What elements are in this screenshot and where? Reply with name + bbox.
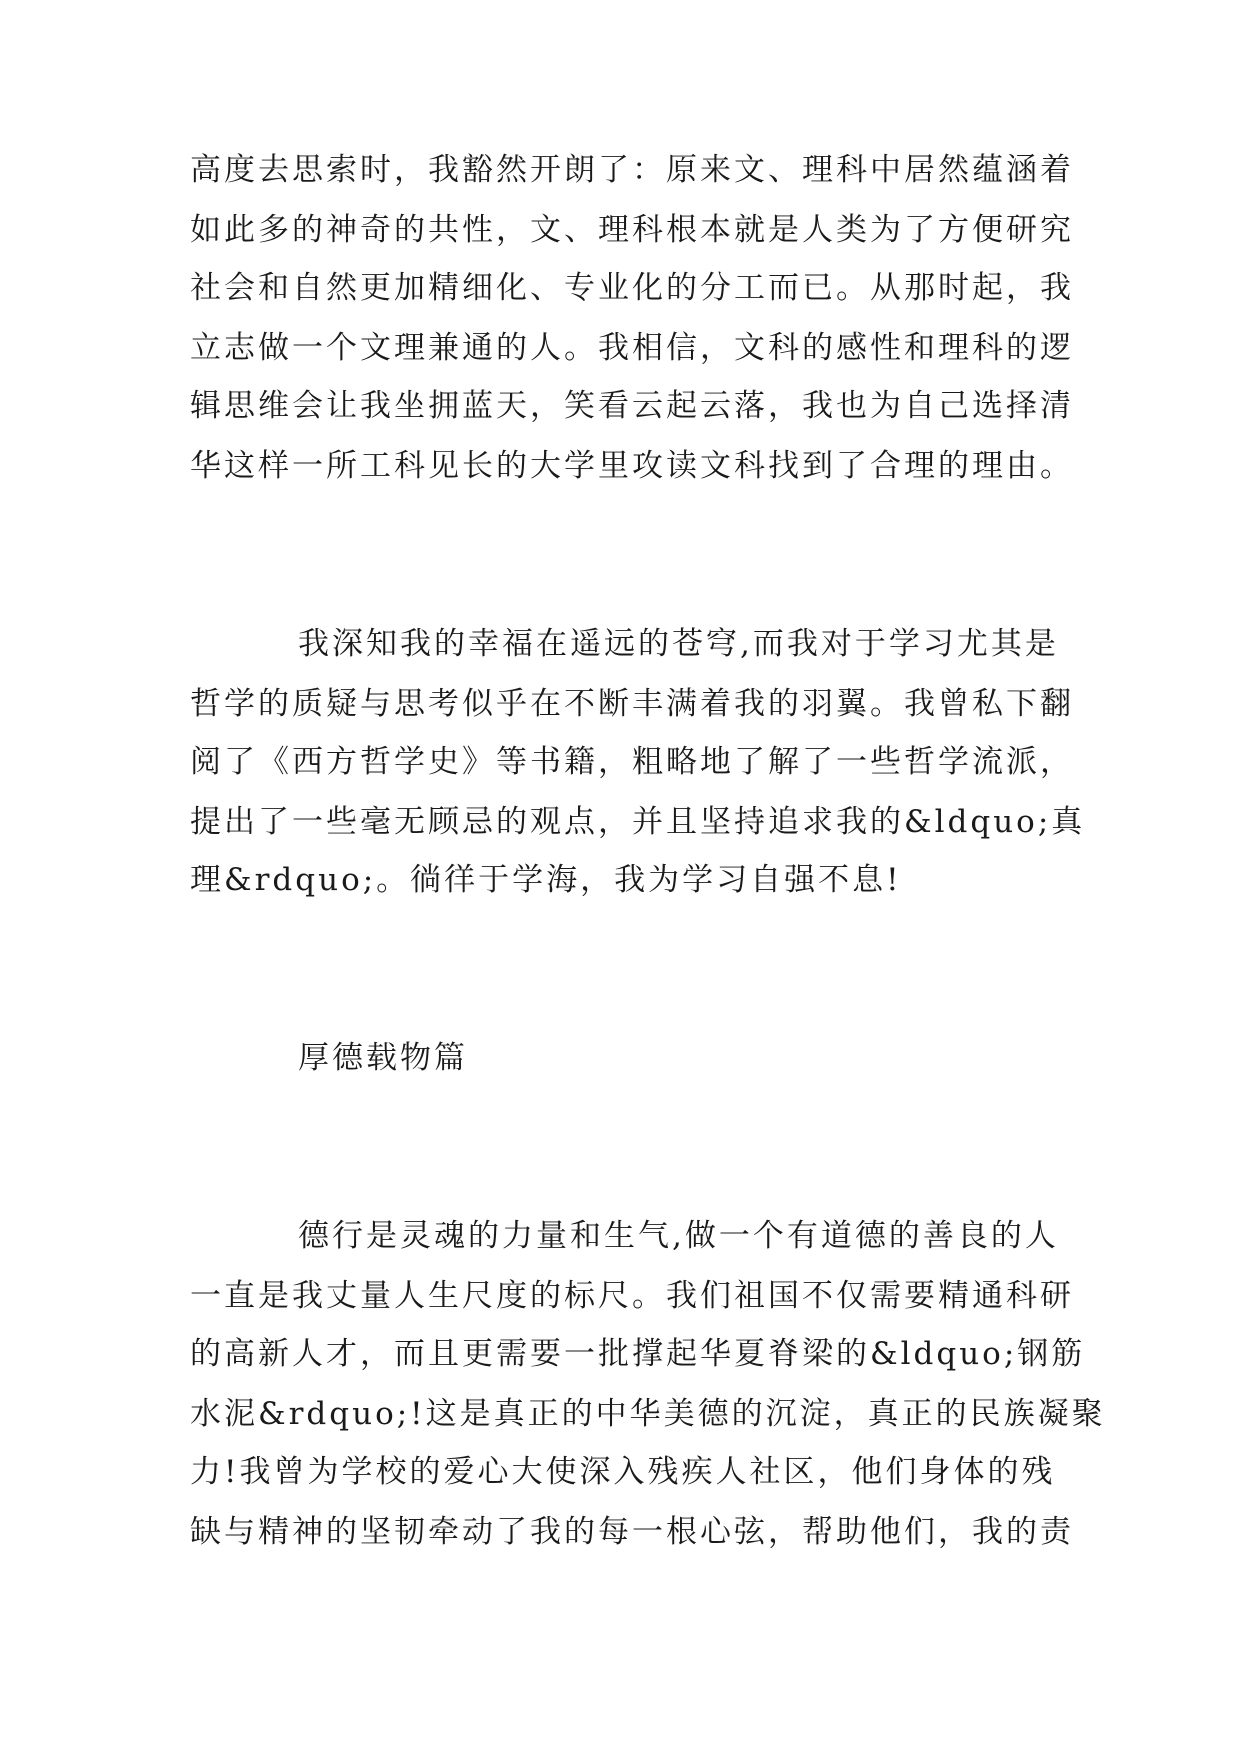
paragraph-line: 我深知我的幸福在遥远的苍穹,而我对于学习尤其是 [298, 626, 1059, 662]
paragraph-line: 社会和自然更加精细化、专业化的分工而已。从那时起，我 [190, 270, 1074, 306]
paragraph-line: 缺与精神的坚韧牵动了我的每一根心弦，帮助他们，我的责 [190, 1514, 1074, 1550]
paragraph-line: 如此多的神奇的共性，文、理科根本就是人类为了方便研究 [190, 212, 1074, 248]
paragraph-line: 的高新人才，而且更需要一批撑起华夏脊梁的&ldquo;钢筋 [190, 1336, 1086, 1372]
paragraph-line: 华这样一所工科见长的大学里攻读文科找到了合理的理由。 [190, 448, 1074, 484]
paragraph-line: 德行是灵魂的力量和生气,做一个有道德的善良的人 [298, 1218, 1059, 1254]
paragraph-line: 高度去思索时，我豁然开朗了：原来文、理科中居然蕴涵着 [190, 152, 1074, 188]
paragraph-line: 立志做一个文理兼通的人。我相信，文科的感性和理科的逻 [190, 330, 1074, 366]
paragraph-line: 哲学的质疑与思考似乎在不断丰满着我的羽翼。我曾私下翻 [190, 686, 1074, 722]
paragraph-line: 水泥&rdquo;!这是真正的中华美德的沉淀，真正的民族凝聚 [190, 1396, 1106, 1432]
paragraph-line: 一直是我丈量人生尺度的标尺。我们祖国不仅需要精通科研 [190, 1278, 1074, 1314]
paragraph-line: 提出了一些毫无顾忌的观点，并且坚持追求我的&ldquo;真 [190, 804, 1086, 840]
paragraph-line: 阅了《西方哲学史》等书籍，粗略地了解了一些哲学流派， [190, 744, 1074, 780]
paragraph-line: 理&rdquo;。徜徉于学海，我为学习自强不息! [190, 862, 902, 898]
paragraph-line: 力!我曾为学校的爱心大使深入残疾人社区，他们身体的残 [190, 1454, 1056, 1490]
paragraph-line: 辑思维会让我坐拥蓝天，笑看云起云落，我也为自己选择清 [190, 388, 1074, 424]
section-heading: 厚德载物篇 [298, 1040, 468, 1076]
